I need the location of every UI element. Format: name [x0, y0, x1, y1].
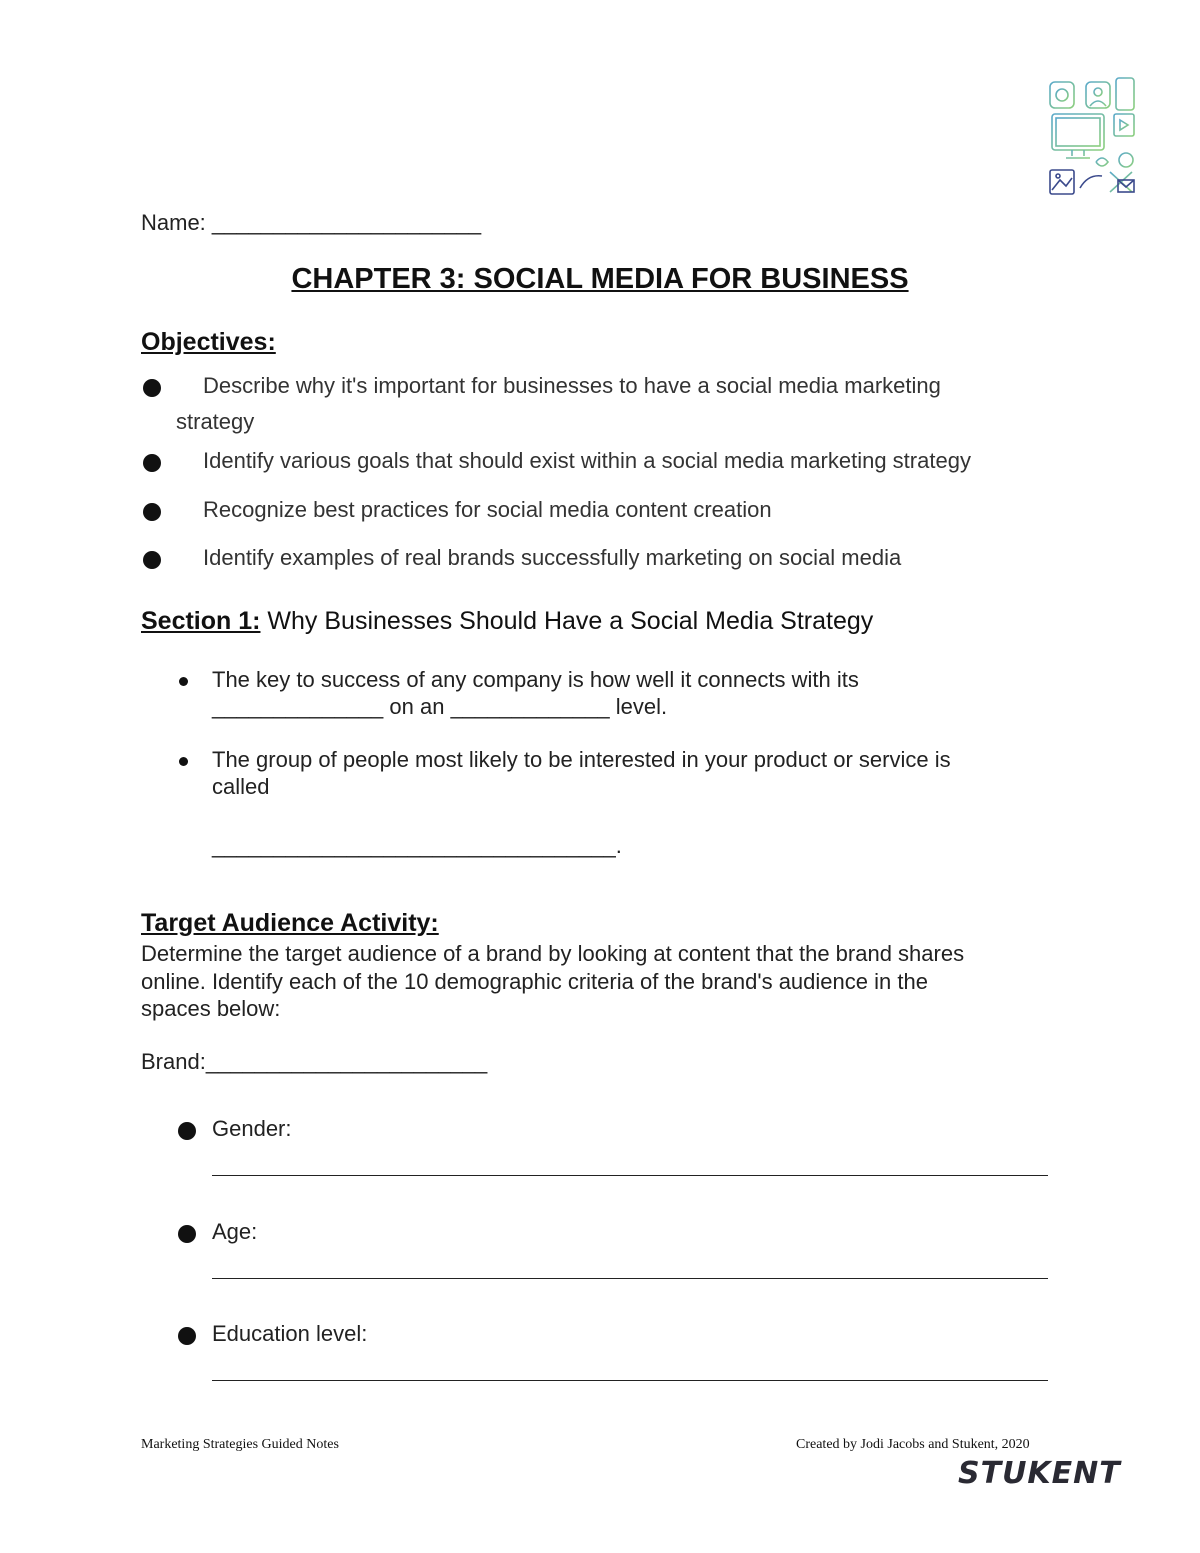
criterion-label: Gender:: [212, 1116, 292, 1141]
section-1-bullet-text: The group of people most likely to be interested in your product or service is: [212, 747, 951, 772]
bullet-icon: [178, 1327, 196, 1345]
bullet-icon: [143, 379, 161, 397]
target-audience-heading: Target Audience Activity:: [141, 909, 439, 937]
answer-blank: _________________________________.: [212, 833, 622, 858]
section-1-blank-text: ______________ on an _____________ level.: [212, 694, 668, 719]
name-field-label: Name: ______________________: [141, 210, 482, 235]
bullet-icon: [143, 503, 161, 521]
answer-line: [212, 1380, 1048, 1381]
bullet-icon: [143, 454, 161, 472]
footer-credit: Created by Jodi Jacobs and Stukent, 2020: [796, 1437, 1030, 1452]
objective-text: Describe why it's important for businesses to have a social media marketing: [203, 373, 941, 398]
stukent-logo: STUKENT: [958, 1456, 1121, 1491]
bullet-icon: [143, 551, 161, 569]
bullet-icon: [178, 1122, 196, 1140]
answer-line: [212, 1175, 1048, 1176]
objective-text-continuation: strategy: [176, 409, 255, 434]
objective-text: Identify various goals that should exist within a social media marketing strategy: [203, 448, 971, 473]
activity-instructions: Determine the target audience of a brand by looking at content that the brand shares: [141, 941, 965, 966]
objective-text: Recognize best practices for social media content creation: [203, 497, 772, 522]
criterion-label: Age:: [212, 1219, 258, 1244]
bullet-icon: [178, 1225, 196, 1243]
page-title: CHAPTER 3: SOCIAL MEDIA FOR BUSINESS: [291, 263, 909, 295]
section-1-bullet-text: called: [212, 774, 270, 799]
answer-line: [212, 1278, 1048, 1279]
activity-instructions: spaces below:: [141, 996, 281, 1021]
section-1-label: Section 1:: [141, 607, 261, 635]
activity-instructions: online. Identify each of the 10 demographic criteria of the brand's audience in the: [141, 969, 928, 994]
bullet-icon: [179, 757, 188, 766]
section-1-heading: [141, 607, 873, 636]
section-1-title: Why Businesses Should Have a Social Media Strategy: [260, 607, 874, 635]
bullet-icon: [179, 677, 188, 686]
section-1-bullet-text: The key to success of any company is how well it connects with its: [212, 667, 859, 692]
objectives-heading: Objectives:: [141, 328, 276, 356]
social-media-devices-icon: [1046, 76, 1138, 198]
brand-field-label: Brand:_______________________: [141, 1049, 488, 1074]
criterion-label: Education level:: [212, 1321, 368, 1346]
footer-course-name: Marketing Strategies Guided Notes: [141, 1437, 339, 1452]
objective-text: Identify examples of real brands successfully marketing on social media: [203, 545, 902, 570]
